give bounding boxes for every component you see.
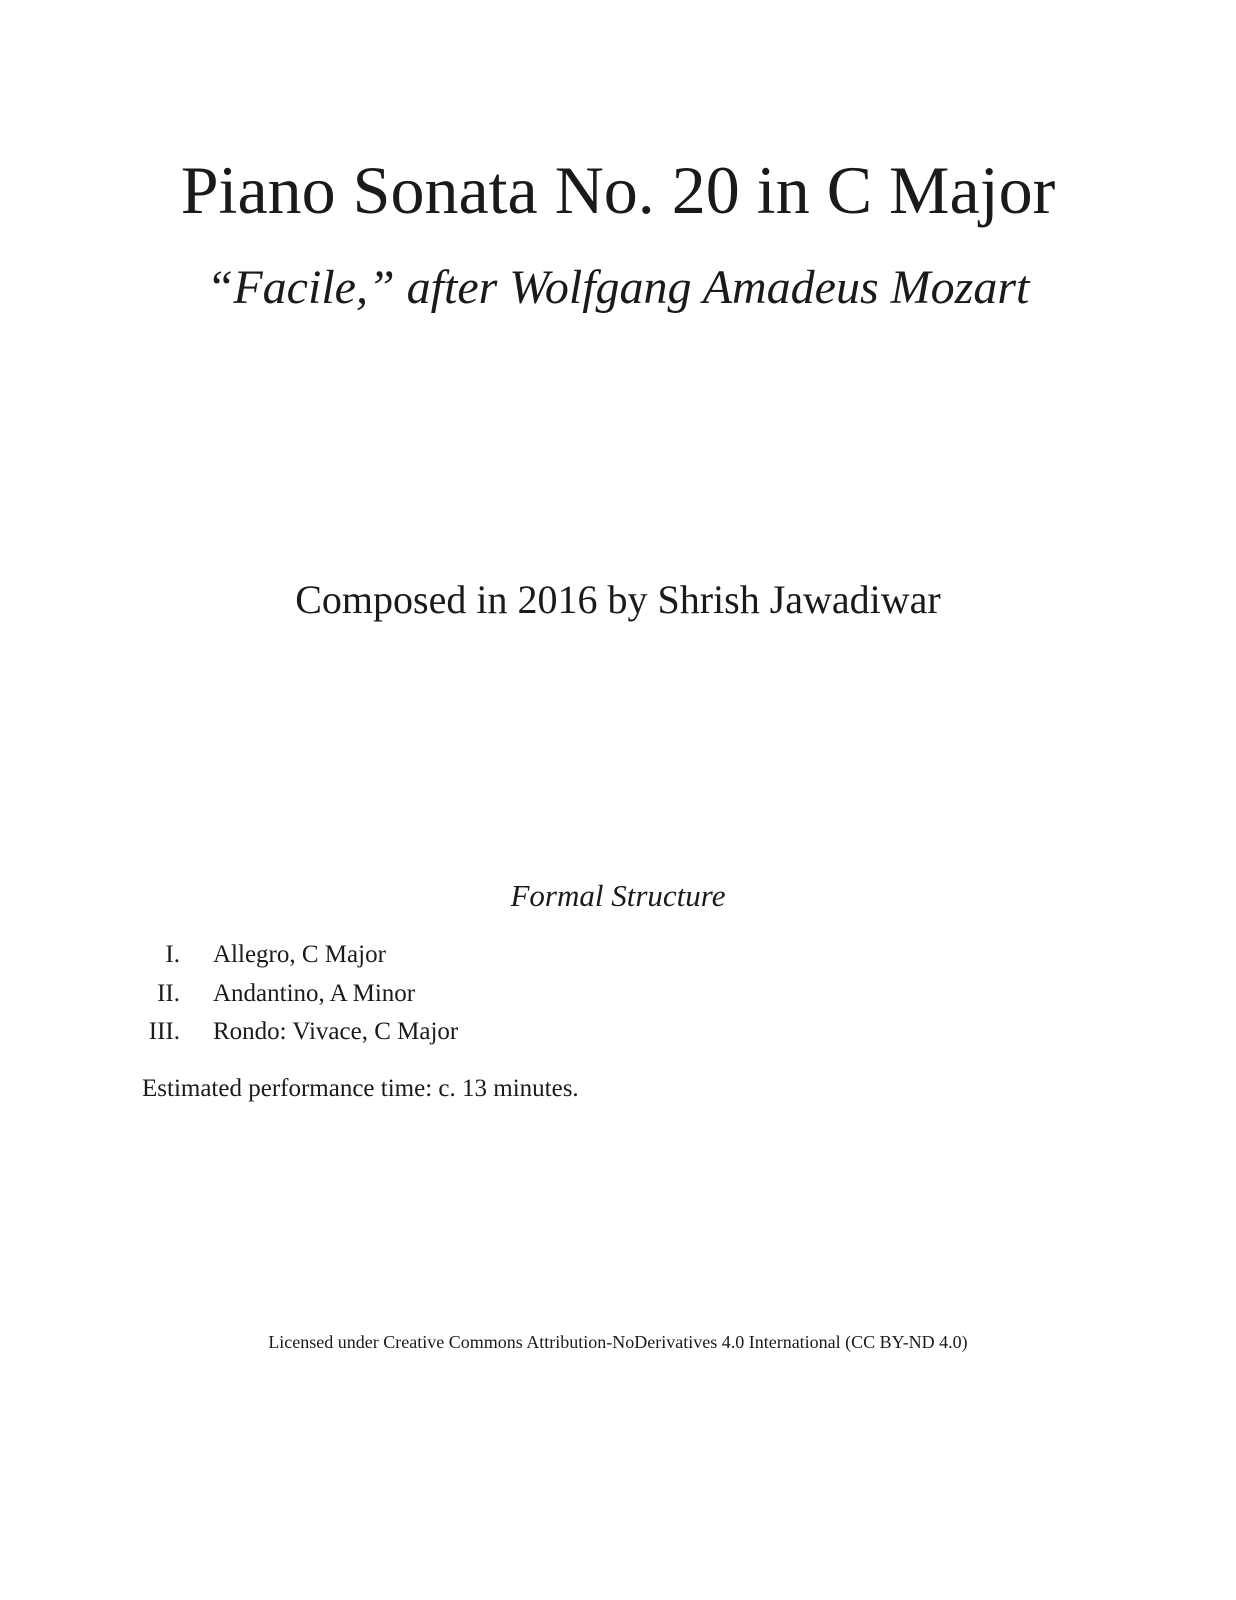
license-notice: Licensed under Creative Commons Attribution-NoDerivatives 4.0 International (CC BY-ND 4.0)	[268, 1332, 968, 1352]
subtitle: “Facile,” after Wolfgang Amadeus Mozart	[206, 261, 1030, 314]
movement-name: Allegro, C Major	[213, 941, 386, 968]
performance-time: Estimated performance time: c. 13 minutes.	[142, 1075, 579, 1102]
movement-name: Rondo: Vivace, C Major	[213, 1018, 459, 1045]
movement-item	[142, 975, 1042, 1014]
movement-list	[142, 936, 1042, 1052]
movement-numeral: II.	[157, 979, 180, 1007]
formal-structure-heading: Formal Structure	[510, 878, 726, 913]
movement-numeral: I.	[165, 941, 180, 968]
page-title: Piano Sonata No. 20 in C Major	[180, 152, 1056, 228]
movement-item	[142, 936, 1042, 975]
composer-line: Composed in 2016 by Shrish Jawadiwar	[295, 577, 941, 622]
movement-item	[142, 1013, 1042, 1052]
movement-numeral: III.	[148, 1018, 180, 1045]
movement-name: Andantino, A Minor	[213, 979, 416, 1007]
